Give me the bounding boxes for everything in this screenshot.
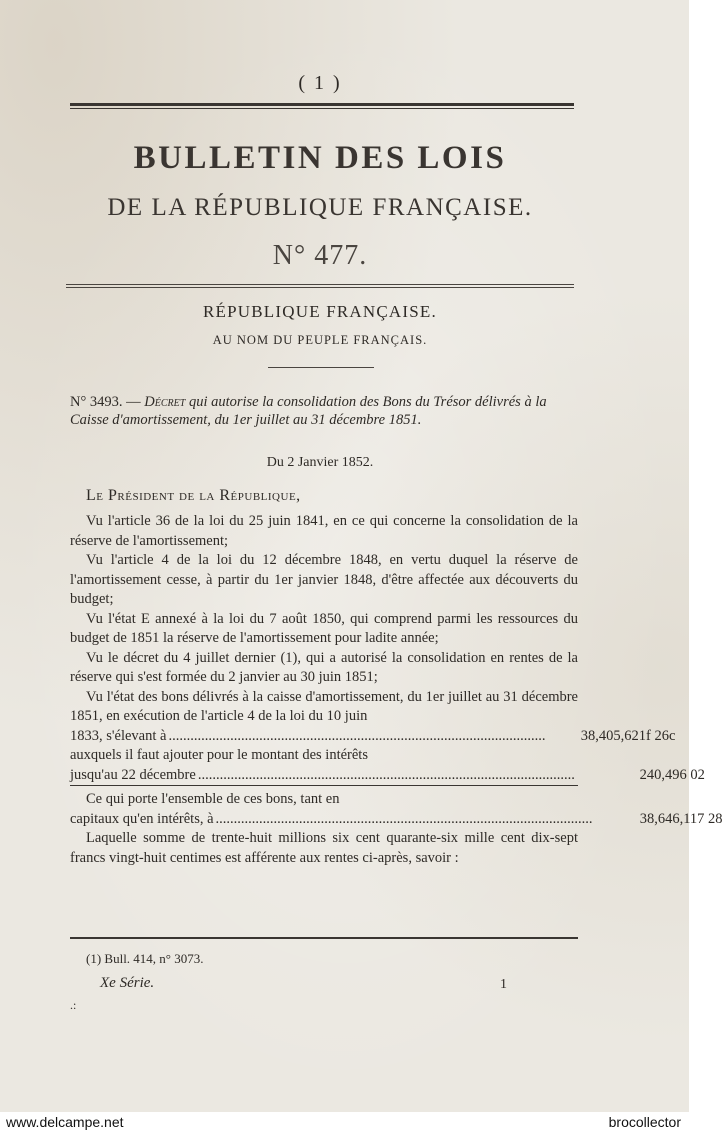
interest-label: auxquels il faut ajouter pour le montant des intérêts — [70, 747, 368, 763]
watermark-left: www.delcampe.net — [6, 1114, 124, 1130]
paragraph: Vu l'article 4 de la loi du 12 décembre 1848, en vertu duquel la réserve de l'amortissement cesse, à partir du 1er janvier 1848, d'être affectée aux découverts du budget; — [70, 552, 578, 607]
issue-number: N° 477. — [272, 240, 368, 271]
bulletin-title: BULLETIN DES LOIS — [133, 140, 507, 176]
decree-word: Décret — [144, 394, 186, 410]
decree-body — [70, 512, 723, 868]
total-value: 38,646,117 28 — [639, 810, 723, 827]
paragraph: Vu l'article 36 de la loi du 25 juin 1841, en ce qui concerne la consolidation de la réserve de l'amortissement; — [70, 513, 578, 549]
decree-date: Du 2 Janvier 1852. — [266, 455, 374, 470]
interest-row: jusqu'au 22 décembre ........................................................................................................ 240,496 02 — [70, 766, 578, 787]
decree-number: N° 3493. — — [70, 394, 141, 410]
interest-label-2: jusqu'au 22 décembre — [70, 766, 196, 783]
republic-subheading: AU NOM DU PEUPLE FRANÇAIS. — [212, 333, 428, 347]
amount-label: 1833, s'élevant à — [70, 727, 167, 744]
paragraph: Vu l'état E annexé à la loi du 7 août 1850, qui comprend parmi les ressources du budget de 1851 la réserve de l'amortissement pour ladite année; — [70, 610, 578, 646]
total-row: capitaux qu'en intérêts, à ........................................................................................................ 38,646,117 28 — [70, 810, 578, 830]
footnote-rule — [70, 937, 578, 939]
double-rule — [66, 284, 574, 288]
short-rule — [268, 367, 374, 368]
interest-value: 240,496 02 — [639, 766, 705, 783]
amount-row: 1833, s'élevant à ........................................................................................................ 38,405,621f 26c — [70, 727, 578, 747]
ink-smudge: .: — [70, 998, 77, 1012]
watermark-right: brocollector — [608, 1114, 681, 1130]
page-number: ( 1 ) — [298, 72, 342, 94]
total-label-2: capitaux qu'en intérêts, à — [70, 810, 214, 827]
series-label: Xe Série. — [100, 975, 155, 991]
paragraph: Vu le décret du 4 juillet dernier (1), qui a autorisé la consolidation en rentes de la réserve qui s'est formée du 2 janvier au 30 juin 1851; — [70, 649, 578, 685]
addressee: Le Président de la République, — [86, 487, 301, 504]
footnote: (1) Bull. 414, n° 3073. — [86, 951, 204, 966]
decree-heading — [70, 393, 578, 429]
closing-paragraph: Laquelle somme de trente-huit millions six cent quarante-six mille cent dix-sept francs vingt-huit centimes est afférente aux rentes ci-après, savoir : — [70, 830, 578, 866]
decree-description: qui autorise la consolidation des Bons du Trésor délivrés à la Caisse d'amortissement, du 1er juillet au 31 décembre 1851. — [70, 394, 547, 428]
amount-value: 38,405,621f 26c — [580, 727, 676, 744]
republic-heading: RÉPUBLIQUE FRANÇAISE. — [203, 302, 437, 321]
header-rule — [70, 103, 574, 109]
bulletin-subtitle: DE LA RÉPUBLIQUE FRANÇAISE. — [107, 194, 533, 221]
signature-mark: 1 — [500, 977, 507, 992]
paragraph: Vu l'état des bons délivrés à la caisse d'amortissement, du 1er juillet au 31 décembre 1851, en exécution de l'article 4 de la loi du 10 juin — [70, 688, 578, 724]
total-label: Ce qui porte l'ensemble de ces bons, tant en — [86, 791, 340, 807]
